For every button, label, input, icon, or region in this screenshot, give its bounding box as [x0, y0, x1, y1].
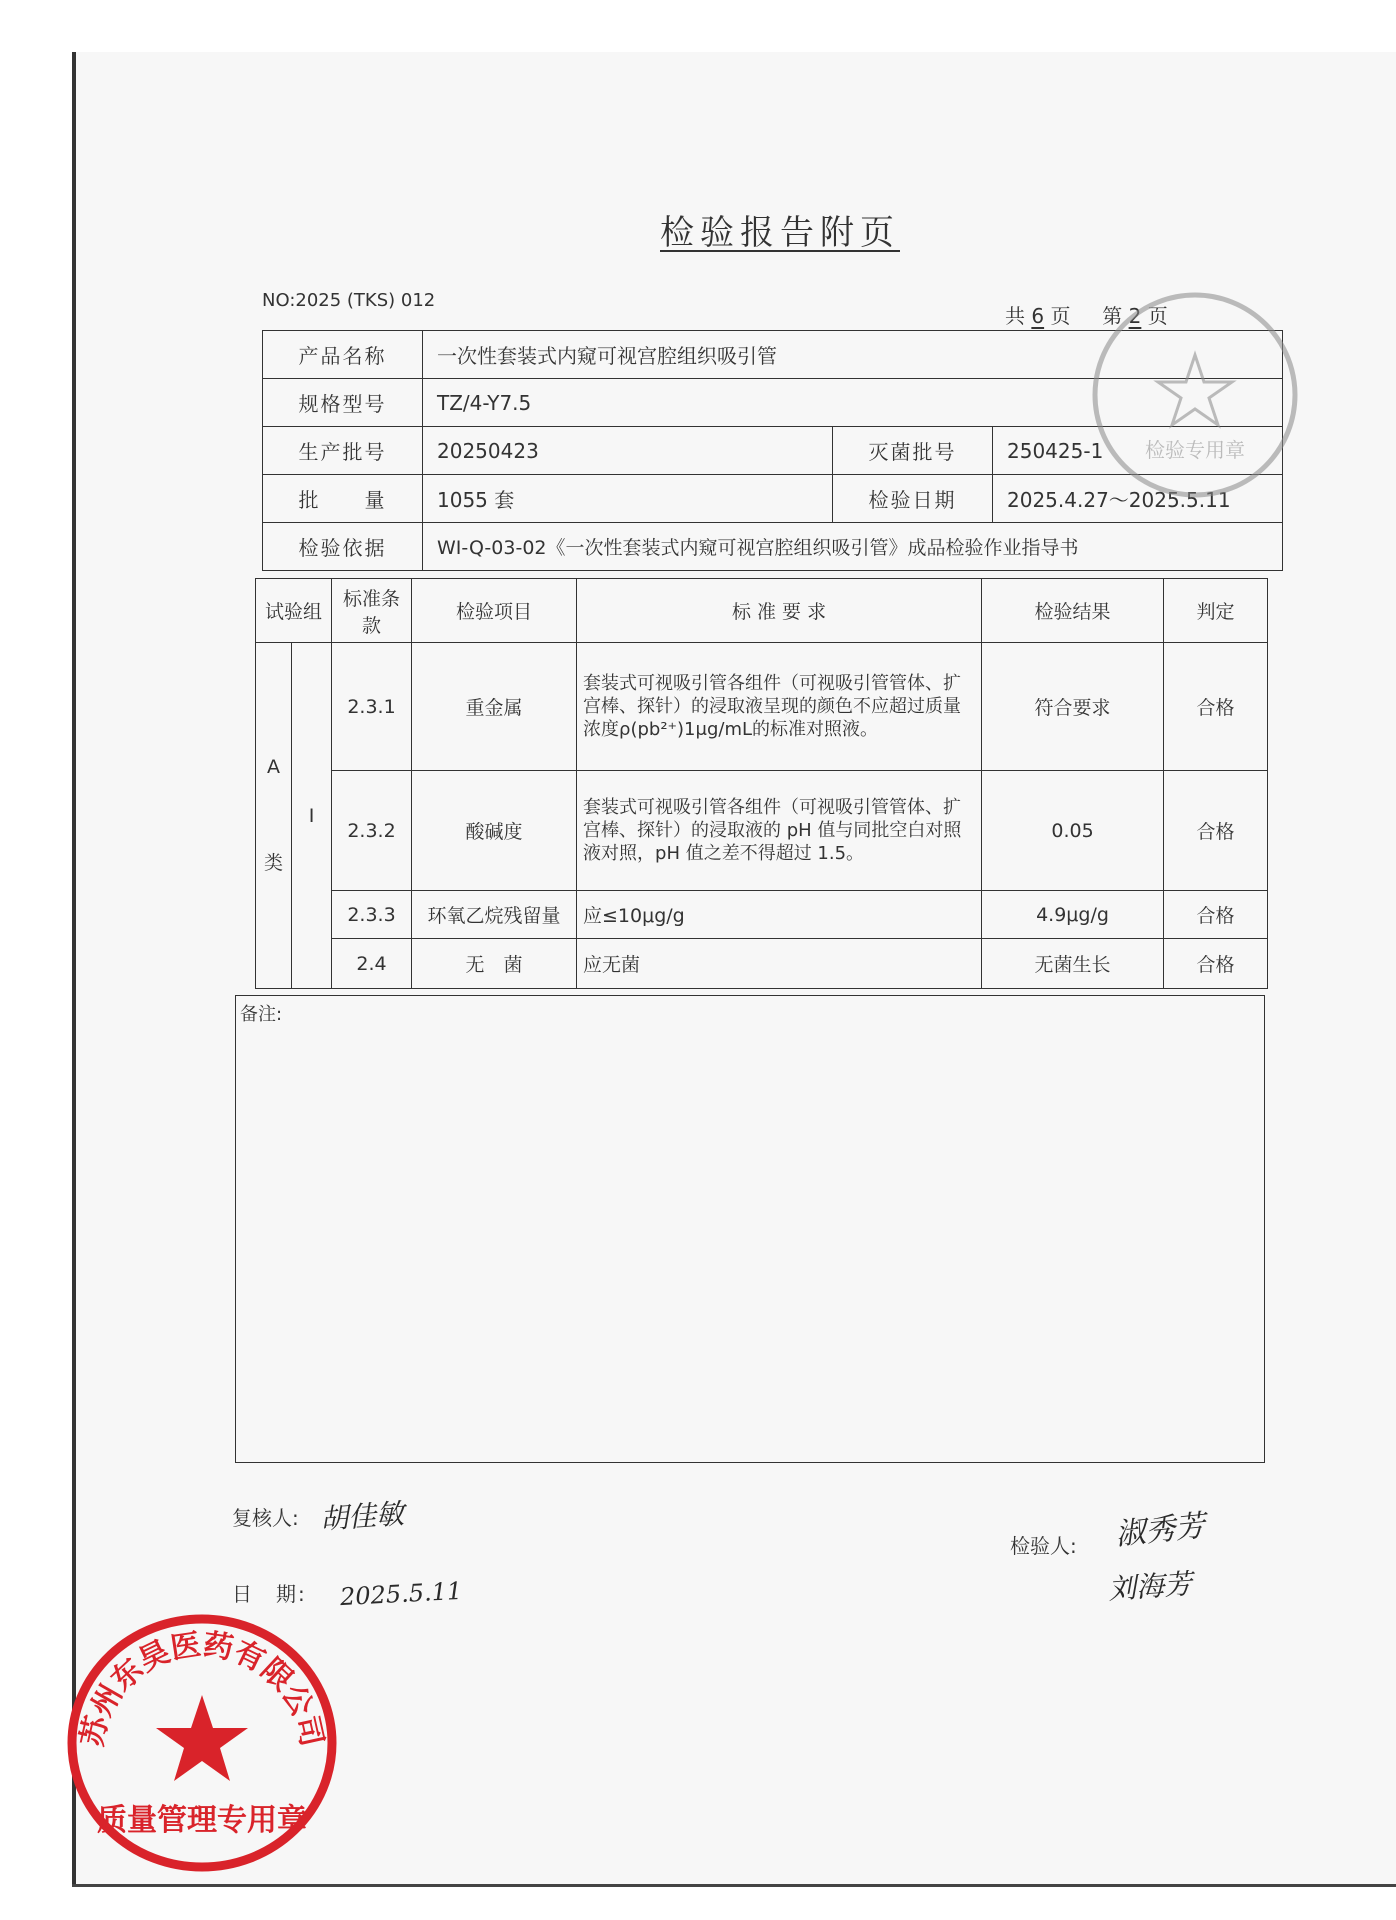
reviewer-label: 复核人:: [232, 1506, 299, 1530]
seal-star-icon: [156, 1695, 248, 1781]
row-verdict: 合格: [1164, 891, 1268, 939]
test-date-value: 2025.4.27～2025.5.11: [993, 475, 1283, 523]
scan-edge-bottom: [72, 1884, 1396, 1887]
product-name: 一次性套装式内窥可视宫腔组织吸引管: [423, 331, 1283, 379]
inspector-signature-2: 刘海芳: [1107, 1567, 1194, 1606]
header-item: 检验项目: [412, 579, 577, 643]
group-class-cell: [256, 643, 292, 989]
row-clause: 2.3.3: [332, 891, 412, 939]
table-row: [256, 891, 1268, 939]
row-item: 酸碱度: [412, 771, 577, 891]
gray-seal-star-icon: [1158, 355, 1232, 425]
row-result: 符合要求: [982, 643, 1164, 771]
qty-label: 批 量: [263, 475, 423, 523]
spec-value: TZ/4-Y7.5: [423, 379, 1283, 427]
row-verdict: 合格: [1164, 643, 1268, 771]
row-item: 无 菌: [412, 939, 577, 989]
row-result: 无菌生长: [982, 939, 1164, 989]
inspection-seal-stamp: [1085, 285, 1305, 505]
table-row: [256, 643, 1268, 771]
inspector-label: 检验人:: [1010, 1534, 1077, 1558]
page-total-prefix: 共: [1005, 304, 1025, 328]
gray-seal-text: 检验专用章: [1145, 438, 1245, 462]
row-requirement: 套装式可视吸引管各组件（可视吸引管管体、扩宫棒、探针）的浸取液呈现的颜色不应超过质量浓度ρ(pb²⁺)1μg/mL的标准对照液。: [577, 643, 982, 771]
test-results-table: [255, 578, 1268, 989]
header-clause: 标准条款: [332, 579, 412, 643]
spec-label: 规格型号: [263, 379, 423, 427]
remarks-label: 备注:: [240, 1004, 283, 1025]
lot-value: 20250423: [423, 427, 833, 475]
row-clause: 2.3.1: [332, 643, 412, 771]
row-requirement: 应无菌: [577, 939, 982, 989]
row-clause: 2.3.2: [332, 771, 412, 891]
report-number: NO:2025 (TKS) 012: [262, 290, 436, 311]
company-seal-stamp: [62, 1605, 342, 1875]
lot-label: 生产批号: [263, 427, 423, 475]
reviewer-signature: 胡佳敏: [319, 1497, 406, 1536]
header-group: 试验组: [256, 579, 332, 643]
row-result: 0.05: [982, 771, 1164, 891]
seal-purpose: 质量管理专用章: [97, 1803, 307, 1838]
page-title: 检验报告附页: [660, 213, 900, 253]
gray-seal-ring: [1095, 295, 1295, 495]
date-label: 日 期:: [232, 1582, 307, 1606]
inspector-signature-1: 淑秀芳: [1113, 1508, 1207, 1553]
row-requirement: 应≤10μg/g: [577, 891, 982, 939]
row-clause: 2.4: [332, 939, 412, 989]
table-row: [256, 939, 1268, 989]
remarks-box: [235, 995, 1265, 1463]
table-header-row: [256, 579, 1268, 643]
row-item: 环氧乙烷残留量: [412, 891, 577, 939]
qty-value: 1055 套: [423, 475, 833, 523]
page-current: 2: [1128, 304, 1142, 328]
row-verdict: 合格: [1164, 939, 1268, 989]
sterile-lot-label: 灭菌批号: [833, 427, 993, 475]
sterile-lot-value: 250425-1: [993, 427, 1283, 475]
basis-value: WI-Q-03-02《一次性套装式内窥可视宫腔组织吸引管》成品检验作业指导书: [423, 523, 1283, 571]
test-date-label: 检验日期: [833, 475, 993, 523]
seal-company-name: 苏州东昊医药有限公司: [74, 1627, 330, 1750]
row-item: 重金属: [412, 643, 577, 771]
group-class: 类: [263, 852, 283, 874]
page-current-prefix: 第: [1102, 304, 1123, 328]
group-a: A: [267, 756, 280, 778]
subgroup-cell: I: [292, 643, 332, 989]
header-result: 检验结果: [982, 579, 1164, 643]
table-row: [256, 771, 1268, 891]
info-row-basis: [263, 523, 1283, 571]
page-total: 6: [1031, 304, 1045, 328]
row-result: 4.9μg/g: [982, 891, 1164, 939]
page-current-unit: 页: [1147, 304, 1168, 328]
page-unit: 页: [1050, 304, 1071, 328]
product-name-label: 产品名称: [263, 331, 423, 379]
row-requirement: 套装式可视吸引管各组件（可视吸引管管体、扩宫棒、探针）的浸取液的 pH 值与同批空白对照液对照，pH 值之差不得超过 1.5。: [577, 771, 982, 891]
header-verdict: 判定: [1164, 579, 1268, 643]
row-verdict: 合格: [1164, 771, 1268, 891]
header-requirement: 标 准 要 求: [577, 579, 982, 643]
basis-label: 检验依据: [263, 523, 423, 571]
date-handwritten: 2025.5.11: [339, 1576, 463, 1612]
